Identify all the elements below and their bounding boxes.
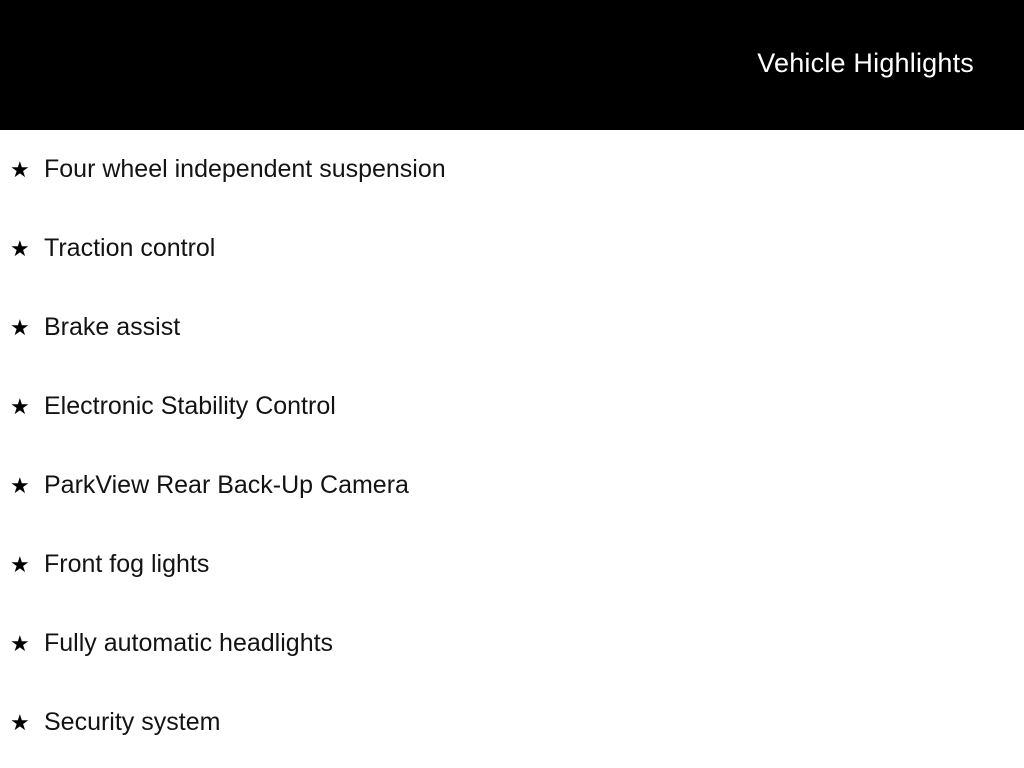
vehicle-highlights-list xyxy=(0,130,1024,762)
list-item xyxy=(0,209,1024,288)
highlight-label: Front fog lights xyxy=(44,549,210,578)
highlight-label: Electronic Stability Control xyxy=(44,391,336,420)
list-item xyxy=(0,367,1024,446)
page-title: Vehicle Highlights xyxy=(757,48,974,78)
star-icon: ★ xyxy=(10,551,30,577)
highlight-label: Four wheel independent suspension xyxy=(44,154,446,183)
star-icon: ★ xyxy=(10,235,30,261)
star-icon: ★ xyxy=(10,709,30,735)
list-item xyxy=(0,525,1024,604)
highlight-label: Security system xyxy=(44,707,221,736)
list-item xyxy=(0,683,1024,762)
star-icon: ★ xyxy=(10,314,30,340)
star-icon: ★ xyxy=(10,393,30,419)
highlight-label: ParkView Rear Back-Up Camera xyxy=(44,470,409,499)
list-item xyxy=(0,604,1024,683)
list-item xyxy=(0,446,1024,525)
star-icon: ★ xyxy=(10,156,30,182)
header-bar xyxy=(0,0,1024,130)
highlight-label: Brake assist xyxy=(44,312,181,341)
star-icon: ★ xyxy=(10,630,30,656)
list-item xyxy=(0,130,1024,209)
list-item xyxy=(0,288,1024,367)
star-icon: ★ xyxy=(10,472,30,498)
highlight-label: Traction control xyxy=(44,233,216,262)
highlight-label: Fully automatic headlights xyxy=(44,628,334,657)
